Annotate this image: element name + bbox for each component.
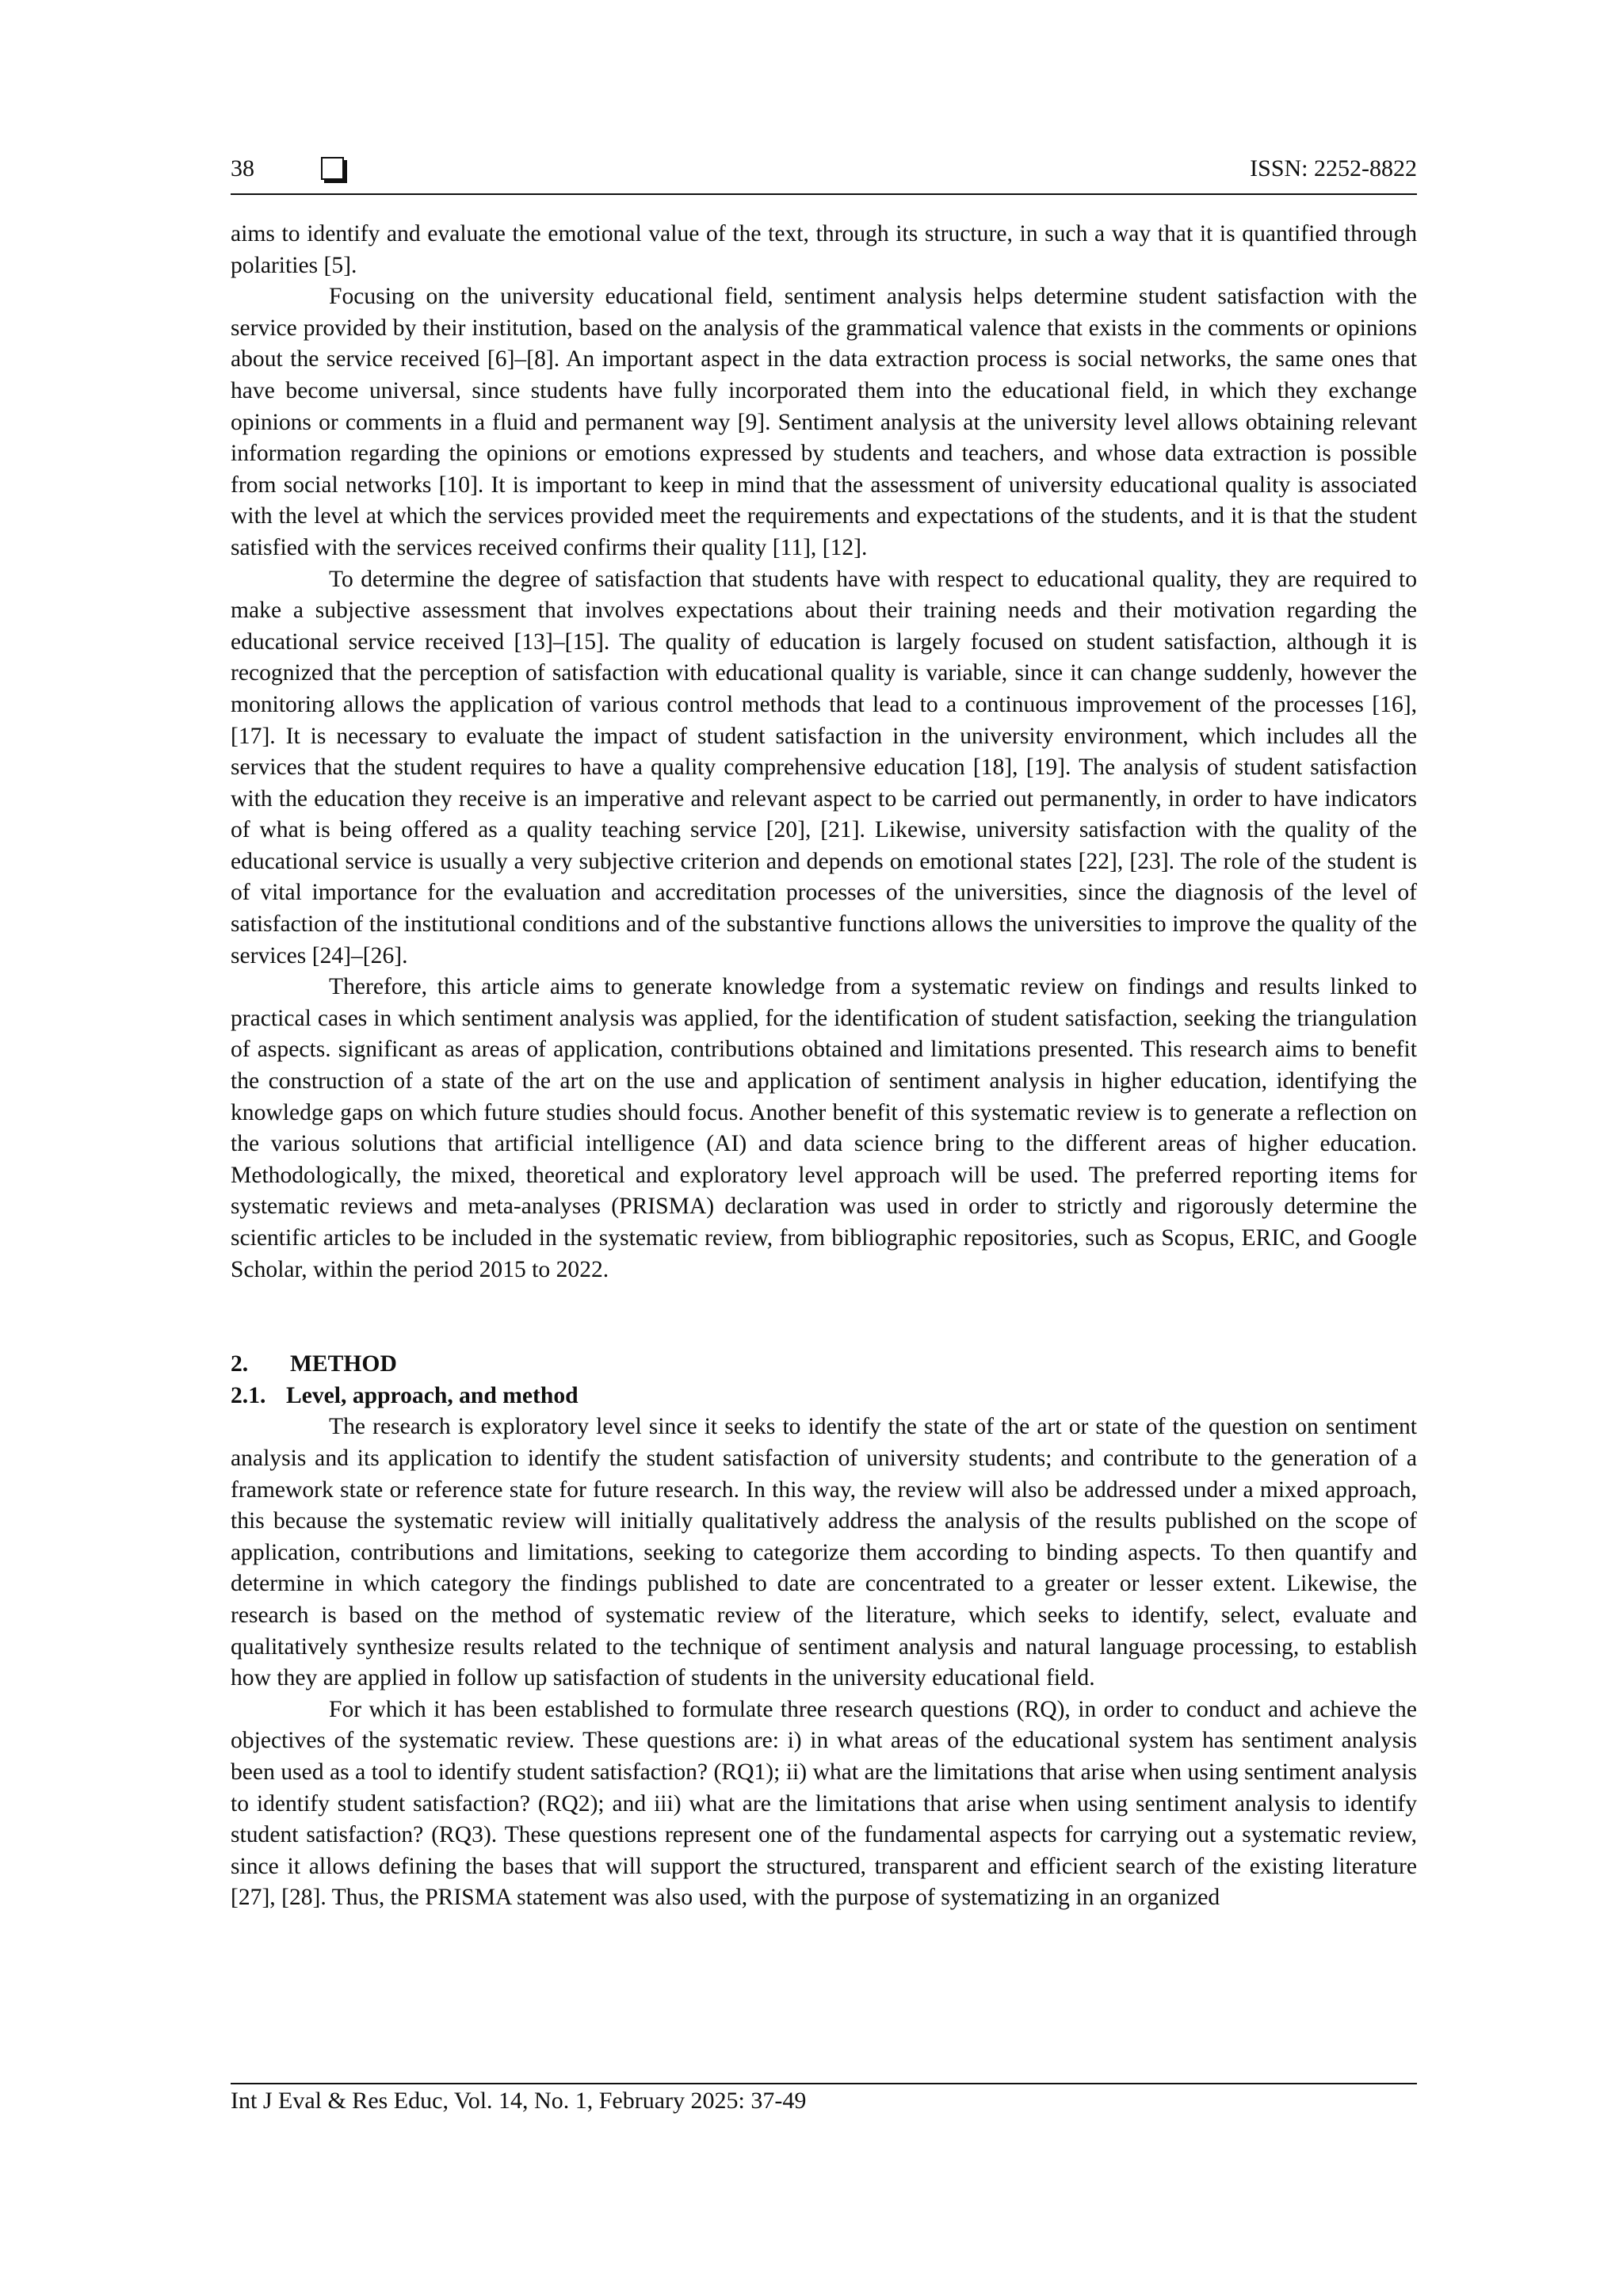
article-body: [231, 219, 1417, 1914]
paragraph: Focusing on the university educational field, sentiment analysis helps determine student satisfaction with the service provided by their institution, based on the analysis of the grammatical valence that exists in the comments or opinions about the service received [6]–[8]. An important aspect in the data extraction process is social networks, the same ones that have become universal, since students have fully incorporated them into the educational field, in which they exchange opinions or comments in a fluid and permanent way [9]. Sentiment analysis at the university level allows obtaining relevant information regarding the opinions or emotions expressed by students and teachers, and whose data extraction is possible from social networks [10]. It is important to keep in mind that the assessment of university educational quality is associated with the level at which the services provided meet the requirements and expectations of the students, and it is that the student satisfied with the services received confirms their quality [11], [12].: [231, 284, 1417, 560]
subsection-title: Level, approach, and method: [286, 1382, 579, 1408]
subsection-number: 2.1.: [231, 1382, 266, 1408]
section-heading: [231, 1349, 1417, 1381]
paragraph: To determine the degree of satisfaction that students have with respect to educational quality, they are required to make a subjective assessment that involves expectations about their training needs and their motivation regarding the educational service received [13]–[15]. The quality of education is largely focused on student satisfaction, although it is recognized that the perception of satisfaction with educational quality is variable, since it can change suddenly, however the monitoring allows the application of various control methods that lead to a continuous improvement of the processes [16], [17]. It is necessary to evaluate the impact of student satisfaction in the university environment, which includes all the services that the student requires to have a quality comprehensive education [18], [19]. The analysis of student satisfaction with the education they receive is an imperative and relevant aspect to be carried out permanently, in order to have indicators of what is being offered as a quality teaching service [20], [21]. Likewise, university satisfaction with the quality of the educational service is usually a very subjective criterion and depends on emotional states [22], [23]. The role of the student is of vital importance for the evaluation and accreditation processes of the universities, since the diagnosis of the level of satisfaction of the institutional conditions and of the substantive functions allows the universities to improve the quality of the services [24]–[26].: [231, 566, 1417, 968]
page-header: [231, 154, 1417, 195]
section-number: 2.: [231, 1351, 249, 1377]
issn-label: ISSN: 2252-8822: [1250, 155, 1417, 181]
subsection-heading: [231, 1381, 1417, 1412]
paragraph: For which it has been established to formulate three research questions (RQ), in order to conduct and achieve the objectives of the systematic review. These questions are: i) in what areas of the educational system has sentiment analysis been used as a tool to identify student satisfaction? (RQ1); ii) what are the limitations that arise when using sentiment analysis to identify student satisfaction? (RQ2); and iii) what are the limitations that arise when using sentiment analysis to identify student satisfaction? (RQ3). These questions represent one of the fundamental aspects for carrying out a systematic review, since it allows defining the bases that will support the structured, transparent and efficient search of the existing literature [27], [28]. Thus, the PRISMA statement was also used, with the purpose of systematizing in an organized: [231, 1696, 1417, 1911]
page-number: 38: [231, 155, 254, 181]
square-box-icon: [321, 157, 344, 180]
paragraph-continuation: aims to identify and evaluate the emotional value of the text, through its structure, in such a way that it is quantified through polarities [5].: [231, 221, 1417, 278]
journal-citation: Int J Eval & Res Educ, Vol. 14, No. 1, February 2025: 37-49: [231, 2088, 807, 2114]
section-title: METHOD: [290, 1351, 397, 1377]
page-footer: [231, 2083, 1417, 2115]
paragraph: The research is exploratory level since it seeks to identify the state of the art or state of the question on sentiment analysis and its application to identify the student satisfaction of university students; and contribute to the generation of a framework state or reference state for future research. In this way, the review will also be addressed under a mixed approach, this because the systematic review will initially qualitatively address the analysis of the results published on the scope of application, contributions and limitations, seeking to categorize them according to binding aspects. To then quantify and determine in which category the findings published to date are concentrated to a greater or lesser extent. Likewise, the research is based on the method of systematic review of the literature, which seeks to identify, select, evaluate and qualitatively synthesize results related to the technique of sentiment analysis and natural language processing, to establish how they are applied in follow up satisfaction of students in the university educational field.: [231, 1414, 1417, 1691]
paragraph: Therefore, this article aims to generate knowledge from a systematic review on findings and results linked to practical cases in which sentiment analysis was applied, for the identification of student satisfaction, seeking the triangulation of aspects. significant as areas of application, contributions obtained and limitations presented. This research aims to benefit the construction of a state of the art on the use and application of sentiment analysis in higher education, identifying the knowledge gaps on which future studies should focus. Another benefit of this systematic review is to generate a reflection on the various solutions that artificial intelligence (AI) and data science bring to the different areas of higher education. Methodologically, the mixed, theoretical and exploratory level approach will be used. The preferred reporting items for systematic reviews and meta-analyses (PRISMA) declaration was used in order to strictly and rigorously determine the scientific articles to be included in the systematic review, from bibliographic repositories, such as Scopus, ERIC, and Google Scholar, within the period 2015 to 2022.: [231, 974, 1417, 1282]
